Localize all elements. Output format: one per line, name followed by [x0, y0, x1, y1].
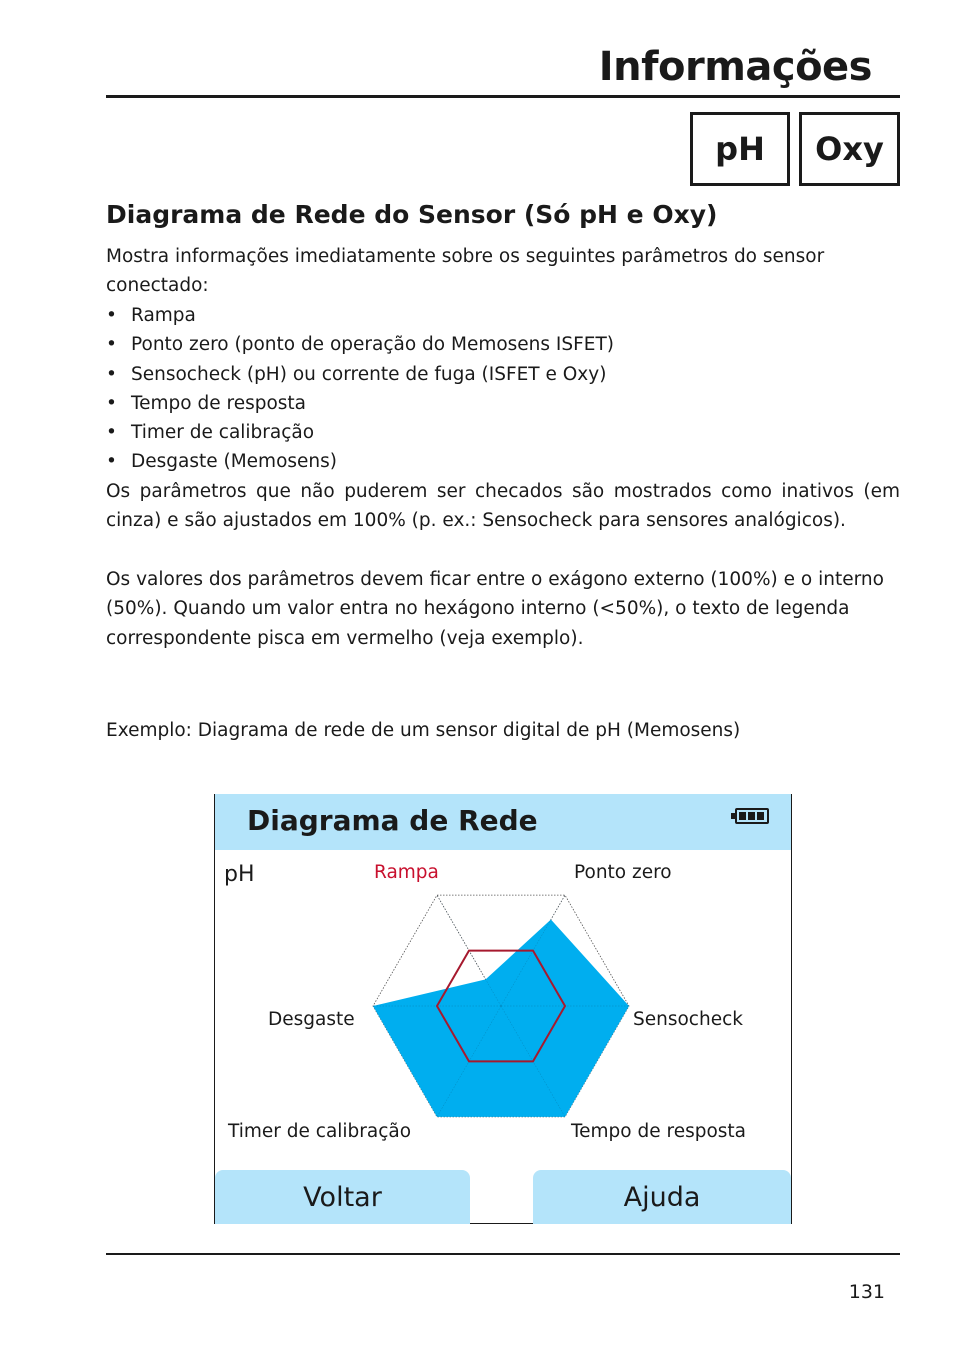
sensor-value-polygon [373, 920, 629, 1117]
unit-label: pH [224, 862, 255, 887]
axis-label-tempo-resposta: Tempo de resposta [571, 1121, 747, 1142]
list-item: • Timer de calibração [106, 418, 614, 447]
bottom-rule [106, 1253, 900, 1255]
parameter-list [106, 301, 614, 477]
device-screen [214, 794, 792, 1224]
list-item: • Tempo de resposta [106, 389, 614, 418]
list-item: • Sensocheck (pH) ou corrente de fuga (ISFET e Oxy) [106, 360, 614, 389]
axis-label-ponto-zero: Ponto zero [574, 862, 672, 883]
axis-label-rampa: Rampa [374, 862, 439, 883]
list-item: • Rampa [106, 301, 614, 330]
axis-label-timer-calibracao: Timer de calibração [228, 1121, 412, 1142]
list-item: • Desgaste (Memosens) [106, 447, 614, 476]
axis-label-sensocheck: Sensocheck [633, 1009, 743, 1030]
hexagon-limits-paragraph: Os valores dos parâmetros devem ficar entre o exágono externo (100%) e o interno (50%). Quando um valor entra no hexágono interno (<50%), o texto de legenda correspondente pisca em vermelho (veja exemplo). [106, 569, 884, 649]
axis-label-desgaste: Desgaste [268, 1009, 355, 1030]
help-button[interactable]: Ajuda [533, 1170, 791, 1224]
back-button[interactable]: Voltar [215, 1170, 470, 1224]
page-title: Informações [598, 44, 872, 90]
page-number: 131 [848, 1281, 885, 1303]
device-title: Diagrama de Rede [247, 804, 538, 837]
top-rule [106, 95, 900, 98]
badge-ph: pH [690, 112, 790, 186]
radar-chart [215, 794, 791, 1170]
badge-oxy: Oxy [799, 112, 900, 186]
device-bottom-edge [470, 1223, 533, 1224]
inactive-parameters-paragraph: Os parâmetros que não puderem ser checados são mostrados como inativos (em cinza) e são ajustados em 100% (p. ex.: Sensocheck para sensores analógicos). [106, 481, 900, 532]
example-caption: Exemplo: Diagrama de rede de um sensor digital de pH (Memosens) [106, 720, 741, 741]
list-item: • Ponto zero (ponto de operação do Memosens ISFET) [106, 330, 614, 359]
section-heading: Diagrama de Rede do Sensor (Só pH e Oxy) [106, 200, 718, 229]
intro-paragraph: Mostra informações imediatamente sobre os seguintes parâmetros do sensor conectado: [106, 246, 825, 297]
